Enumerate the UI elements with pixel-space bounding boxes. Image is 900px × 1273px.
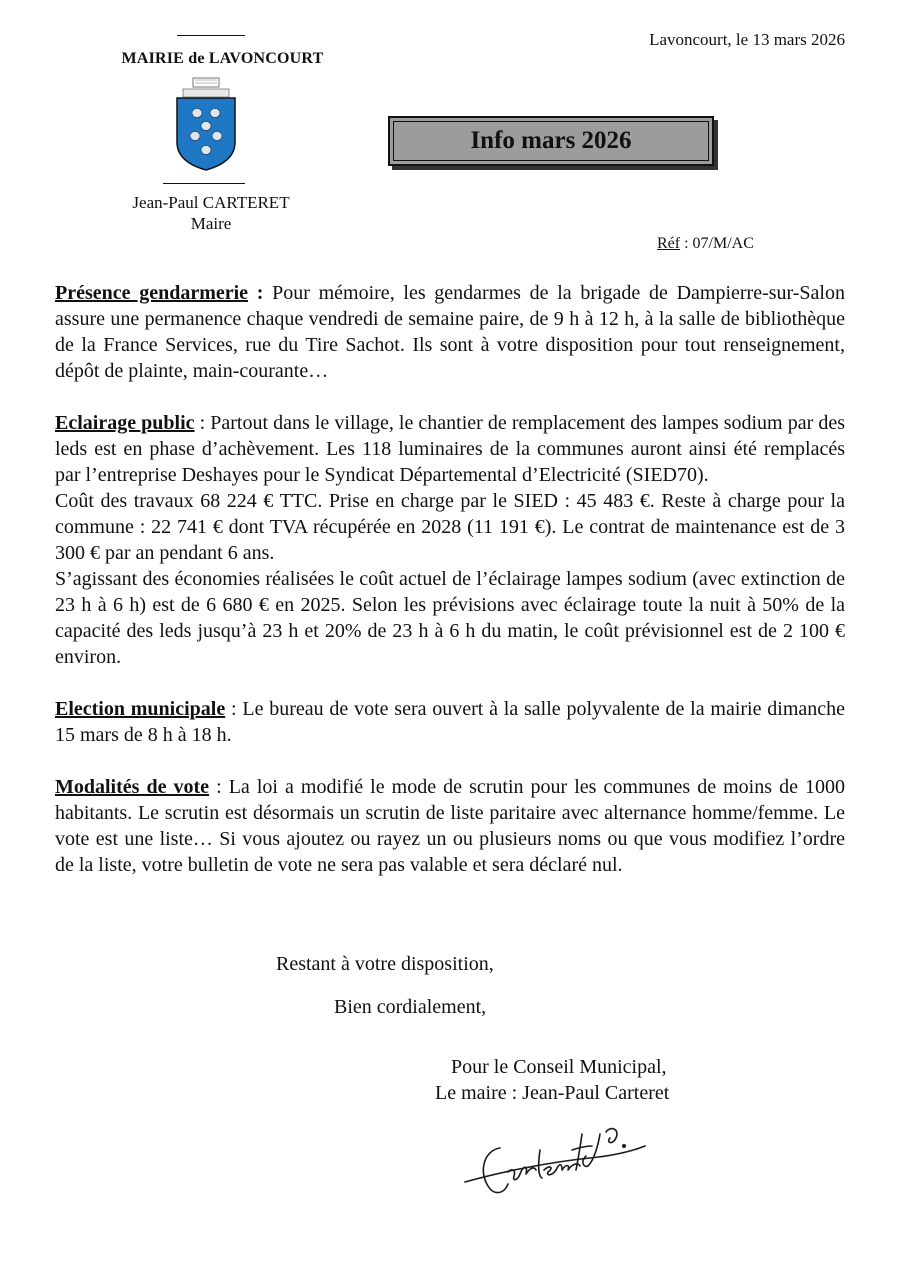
- closing-greeting: Bien cordialement,: [334, 996, 487, 1018]
- info-title-box: [388, 116, 714, 166]
- reference: [657, 235, 754, 253]
- section-text: Le bureau de vote sera ouvert à la salle polyvalente de la mairie dimanche 15 mars de 8 h à 18 h.: [55, 698, 845, 746]
- section-eclairage: Eclairage public : Partout dans le village, le chantier de remplacement des lampes sodium par des leds est en phase d’achèvement. Les 118 luminaires de la communes auront ainsi été remplacés par l’entreprise Deshayes pour le Syndicat Départemental d’Electricité (SIED70).: [55, 412, 845, 486]
- section-heading: Modalités de vote: [55, 776, 210, 798]
- section-text: S’agissant des économies réalisées le coût actuel de l’éclairage lampes sodium (avec extinction de 23 h à 6 h) est de 6 680 € en 2025. Selon les prévisions avec éclairage toute la nuit à 50% de la capacité des leds jusqu’à 23 h et 20% de 23 h à 6 h du matin, le coût prévisionnel est de 2 100 € environ.: [55, 568, 845, 668]
- section-heading: Election municipale: [55, 698, 226, 720]
- signature-line-council: Pour le Conseil Municipal,: [451, 1056, 667, 1078]
- signature-line-mayor: Le maire : Jean-Paul Carteret: [435, 1082, 670, 1104]
- crest-divider: [163, 183, 245, 184]
- section-text: Partout dans le village, le chantier de remplacement des lampes sodium par des leds est en phase d’achèvement. Les 118 luminaires de la communes auront ainsi été remplacés par l’entreprise Deshayes pour le Syndicat Départemental d’Electricité (SIED70).: [55, 412, 845, 486]
- coat-of-arms-icon: [171, 76, 241, 174]
- section-heading: Eclairage public: [55, 412, 195, 434]
- section-text: Coût des travaux 68 224 € TTC. Prise en charge par le SIED : 45 483 €. Reste à charge pour la commune : 22 741 € dont TVA récupérée en 2028 (11 191 €). Le contrat de maintenance est de 3 300 € par an pendant 6 ans.: [55, 490, 845, 564]
- closing-line: Restant à votre disposition,: [276, 953, 494, 975]
- mairie-title: MAIRIE de LAVONCOURT: [121, 50, 324, 67]
- mayor-name: Jean-Paul CARTERET: [132, 193, 290, 212]
- section-text: La loi a modifié le mode de scrutin pour les communes de moins de 1000 habitants. Le scrutin est désormais un scrutin de liste paritaire avec alternance homme/femme. Le vote est une liste… Si vous ajoutez ou rayez un ou plusieurs noms ou que vous modifiez l’ordre de la liste, votre bulletin de vote ne sera pas valable et sera déclaré nul.: [55, 776, 845, 876]
- handwritten-signature: [460, 1120, 660, 1216]
- letter-body: [55, 280, 845, 878]
- info-title: Info mars 2026: [470, 127, 632, 154]
- top-divider: [177, 35, 245, 36]
- date-line: Lavoncourt, le 13 mars 2026: [649, 30, 845, 49]
- section-text: Pour mémoire, les gendarmes de la brigade de Dampierre-sur-Salon assure une permanence chaque vendredi de semaine paire, de 9 h à 12 h, à la salle de bibliothèque de la France Services, rue du Tire Sachot. Ils sont à votre disposition pour tout renseignement, dépôt de plainte, main-courante…: [55, 282, 845, 382]
- section-heading: Présence gendarmerie: [55, 282, 249, 304]
- section-election: Election municipale : Le bureau de vote sera ouvert à la salle polyvalente de la mairie dimanche 15 mars de 8 h à 18 h.: [55, 698, 845, 746]
- section-gendarmerie: Présence gendarmerie : Pour mémoire, les gendarmes de la brigade de Dampierre-sur-Salon assure une permanence chaque vendredi de semaine paire, de 9 h à 12 h, à la salle de bibliothèque de la France Services, rue du Tire Sachot. Ils sont à votre disposition pour tout renseignement, dépôt de plainte, main-courante…: [55, 282, 845, 382]
- ref-label: Réf: [657, 235, 681, 252]
- mayor-role: Maire: [190, 214, 232, 233]
- section-modalites: Modalités de vote : La loi a modifié le mode de scrutin pour les communes de moins de 1000 habitants. Le scrutin est désormais un scrutin de liste paritaire avec alternance homme/femme. Le vote est une liste… Si vous ajoutez ou rayez un ou plusieurs noms ou que vous modifiez l’ordre de la liste, votre bulletin de vote ne sera pas valable et sera déclaré nul.: [55, 776, 845, 876]
- ref-value: : 07/M/AC: [680, 235, 754, 252]
